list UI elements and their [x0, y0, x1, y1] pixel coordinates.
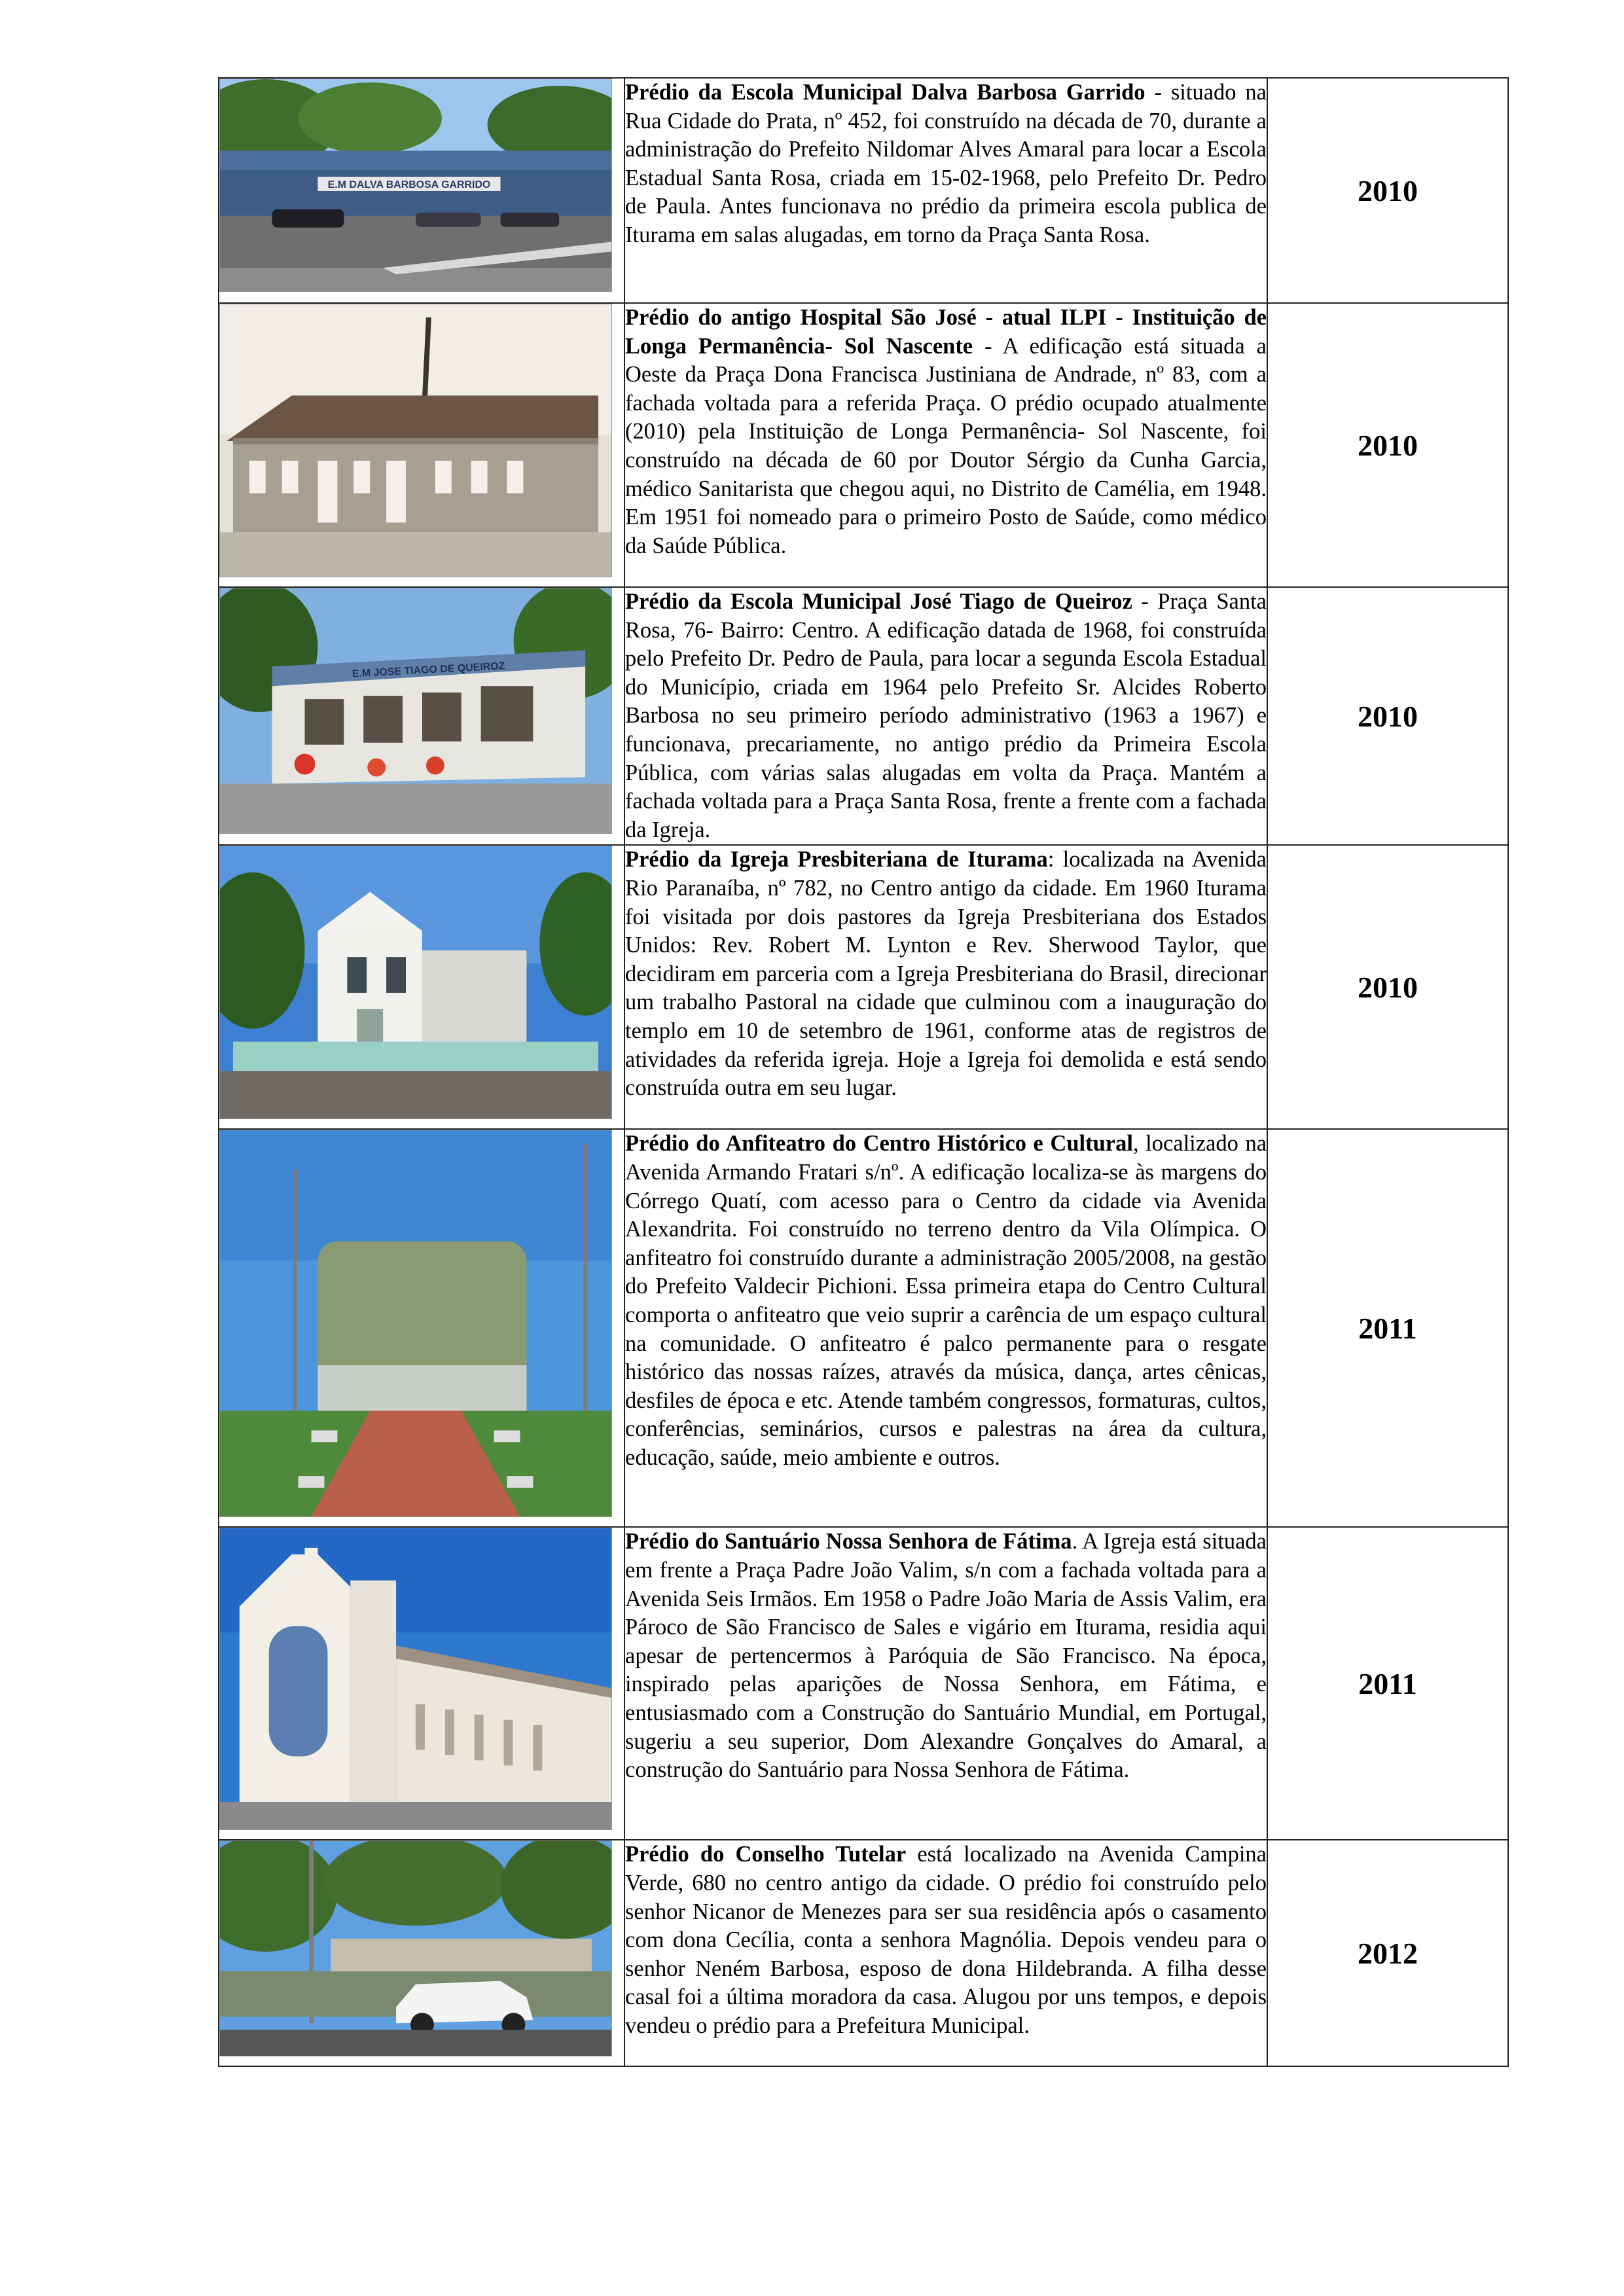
- text-cell: [624, 78, 1267, 303]
- monuments-table: [218, 77, 1509, 2067]
- description: [625, 1840, 1267, 2040]
- year-cell: [1267, 845, 1508, 1129]
- text-cell: [624, 845, 1267, 1129]
- year-label: 2012: [1358, 1936, 1418, 1970]
- description: [625, 1130, 1267, 1472]
- building-description: . A Igreja está situada em frente a Praça Padre João Valim, s/n com a fachada voltada para a Avenida Seis Irmãos. Em 1958 o Padre João Maria de Assis Valim, era Pároco de São Francisco de Sales e vigário em Iturama, residia aqui apesar de pertencermos à Paróquia de São Francisco. Na época, inspirado pelas aparições de Nossa Senhora, em Fátima, e entusiasmado com a Construção do Santuário Mundial, em Portugal, sugeriu a seu superior, Dom Alexandre Gonçalves do Amaral, a construção do Santuário para Nossa Senhora de Fátima.: [625, 1529, 1267, 1783]
- photo-anfiteatro: [219, 1130, 612, 1517]
- building-description: : localizada na Avenida Rio Paranaíba, nº 782, no Centro antigo da cidade. Em 1960 Iturama foi visitada por dois pastores da Igreja Presbiteriana dos Estados Unidos: Rev. Robert M. Lynton e Rev. Sherwood Taylor, que decidiram em parceria com a Igreja Presbiteriana do Brasil, direcionar um trabalho Pastoral na cidade que culminou com a inauguração do templo em 10 de setembro de 1961, conforme atas de registros de atividades da referida igreja. Hoje a Igreja foi demolida e está sendo construída outra em seu lugar.: [625, 847, 1267, 1101]
- year-cell: [1267, 78, 1508, 303]
- year-cell: [1267, 1527, 1508, 1840]
- table-row: [219, 303, 1508, 587]
- year-label: 2010: [1358, 428, 1418, 462]
- building-title: Prédio do antigo Hospital São José - atual ILPI - Instituição de Longa Permanência- Sol Nascente: [625, 305, 1267, 359]
- text-cell: [624, 1527, 1267, 1840]
- photo-hospital-sao-jose: [219, 304, 612, 577]
- building-title: Prédio do Santuário Nossa Senhora de Fátima: [625, 1529, 1072, 1554]
- building-description: - situado na Rua Cidade do Prata, nº 452, foi construído na década de 70, durante a administração do Prefeito Nildomar Alves Amaral para locar a Escola Estadual Santa Rosa, criada em 15-02-1968, pelo Prefeito Dr. Pedro de Paula. Antes funcionava no prédio da primeira escola publica de Iturama em salas alugadas, em torno da Praça Santa Rosa.: [625, 80, 1267, 247]
- building-title: Prédio da Escola Municipal Dalva Barbosa Garrido: [625, 80, 1146, 105]
- year-cell: [1267, 303, 1508, 587]
- table-row: [219, 845, 1508, 1129]
- year-label: 2010: [1358, 970, 1418, 1004]
- table-row: [219, 587, 1508, 845]
- building-title: Prédio da Escola Municipal José Tiago de Queiroz: [625, 589, 1132, 614]
- photo-cell: [219, 78, 624, 303]
- photo-cell: [219, 845, 624, 1129]
- description: [625, 846, 1267, 1102]
- text-cell: [624, 587, 1267, 845]
- table-row: [219, 1840, 1508, 2066]
- year-label: 2010: [1358, 699, 1418, 733]
- photo-cell: [219, 587, 624, 845]
- building-description: - Praça Santa Rosa, 76- Bairro: Centro. A edificação datada de 1968, foi construída pelo Prefeito Dr. Pedro de Paula, para locar a segunda Escola Estadual do Município, criada em 1964 pelo Prefeito Sr. Alcides Roberto Barbosa no seu primeiro período administrativo (1963 a 1967) e funcionava, precariamente, no antigo prédio da Primeira Escola Pública, com várias salas alugadas em volta da Praça. Mantém a fachada voltada para a Praça Santa Rosa, frente a frente com a fachada da Igreja.: [625, 589, 1267, 842]
- description: [625, 588, 1267, 844]
- year-label: 2011: [1358, 1666, 1417, 1700]
- year-label: 2011: [1358, 1311, 1417, 1345]
- text-cell: [624, 1840, 1267, 2066]
- text-cell: [624, 303, 1267, 587]
- year-cell: [1267, 587, 1508, 845]
- year-cell: [1267, 1129, 1508, 1527]
- building-sign: E.M JOSE TIAGO DE QUEIROZ: [352, 660, 505, 680]
- description: [625, 79, 1267, 250]
- description: [625, 1528, 1267, 1784]
- photo-cell: [219, 303, 624, 587]
- photo-escola-dalva: [219, 79, 612, 292]
- photo-igreja-presbiteriana: [219, 846, 612, 1119]
- building-description: está localizado na Avenida Campina Verde, 680 no centro antigo da cidade. O prédio foi construído pelo senhor Nicanor de Menezes para ser sua residência após o casamento com dona Cecília, conta a senhora Magnólia. Depois vendeu para o senhor Neném Barbosa, esposo de dona Hildebranda. A filha desse casal foi a última moradora da casa. Alugou por uns tempos, e depois vendeu o prédio para a Prefeitura Municipal.: [625, 1842, 1267, 2038]
- building-sign: E.M DALVA BARBOSA GARRIDO: [327, 179, 491, 190]
- table-row: [219, 1129, 1508, 1527]
- photo-santuario-fatima: [219, 1528, 612, 1830]
- table-row: [219, 1527, 1508, 1840]
- description: [625, 304, 1267, 560]
- building-title: Prédio do Anfiteatro do Centro Histórico e Cultural: [625, 1131, 1133, 1157]
- table-row: [219, 78, 1508, 303]
- year-cell: [1267, 1840, 1508, 2066]
- building-description: - A edificação está situada a Oeste da Praça Dona Francisca Justiniana de Andrade, nº 83, com a fachada voltada para a referida Praça. O prédio ocupado atualmente (2010) pela Instituição de Longa Permanência- Sol Nascente, foi construído na década de 60 por Doutor Sérgio da Cunha Garcia, médico Sanitarista que chegou aqui, no Distrito de Camélia, em 1948. Em 1951 foi nomeado para o primeiro Posto de Saúde, como médico da Saúde Pública.: [625, 333, 1267, 558]
- photo-escola-jose-tiago: [219, 588, 612, 834]
- photo-cell: [219, 1840, 624, 2066]
- year-label: 2010: [1358, 173, 1418, 207]
- photo-cell: [219, 1129, 624, 1527]
- photo-cell: [219, 1527, 624, 1840]
- building-description: , localizado na Avenida Armando Fratari s/nº. A edificação localiza-se às margens do Córrego Quatí, com acesso para o Centro da cidade via Avenida Alexandrita. Foi construído no terreno dentro da Vila Olímpica. O anfiteatro foi construído durante a administração 2005/2008, na gestão do Prefeito Valdecir Pichioni. Essa primeira etapa do Centro Cultural comporta o anfiteatro que veio suprir a carência de um espaço cultural na comunidade. O anfiteatro é palco permanente para o resgate histórico das nossas raízes, através da música, dança, artes cênicas, desfiles de época e etc. Atende também congressos, formaturas, cultos, conferências, seminários, cursos e palestras na área da cultura, educação, saúde, meio ambiente e outros.: [625, 1131, 1267, 1470]
- photo-conselho-tutelar: [219, 1840, 612, 2056]
- text-cell: [624, 1129, 1267, 1527]
- building-title: Prédio da Igreja Presbiteriana de Iturama: [625, 847, 1048, 872]
- building-title: Prédio do Conselho Tutelar: [625, 1842, 907, 1867]
